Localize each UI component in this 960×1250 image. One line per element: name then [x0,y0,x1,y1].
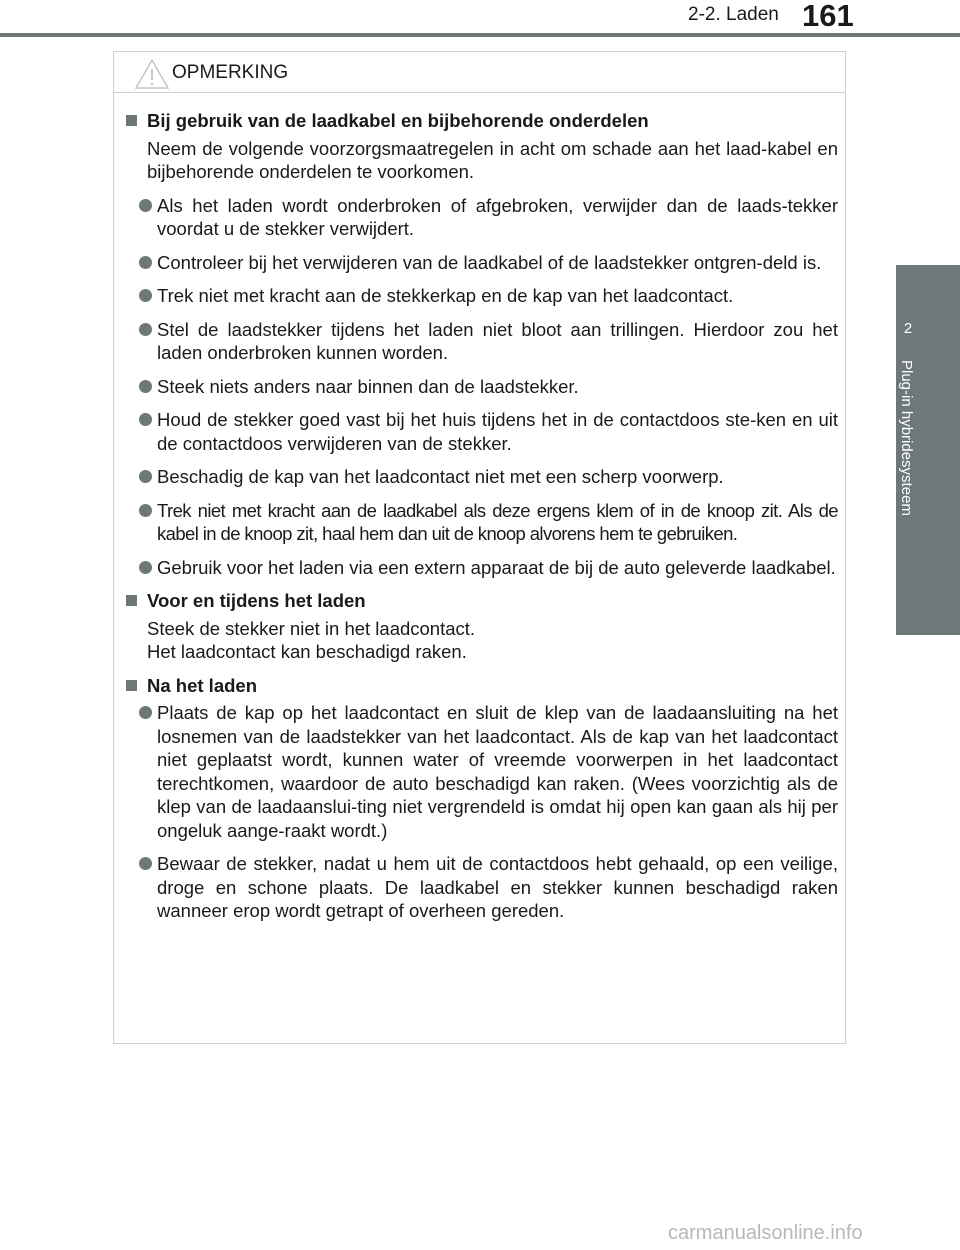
section-intro: Neem de volgende voorzorgsmaatregelen in acht om schade aan het laad-kabel en bijbehorende onderdelen te voorkomen. [147,137,838,182]
circle-bullet-icon [139,323,152,336]
list-item: Trek niet met kracht aan de stekkerkap en de kap van het laadcontact. [124,284,838,308]
section-label: 2-2. Laden [688,4,779,25]
notice-header [114,52,845,93]
circle-bullet-icon [139,289,152,302]
list-item: Beschadig de kap van het laadcontact niet met een scherp voorwerp. [124,465,838,489]
page-number: 161 [802,0,854,33]
notice-box [113,51,846,1044]
chapter-tab-label: Plug-in hybridesysteem [898,360,915,516]
list-item: Gebruik voor het laden via een extern apparaat de bij de auto geleverde laadkabel. [124,556,838,580]
square-bullet-icon [126,680,137,691]
watermark: carmanualsonline.info [668,1222,863,1244]
section-after-charging [124,674,838,923]
notice-content [124,109,838,933]
list-item: Als het laden wordt onderbroken of afgebroken, verwijder dan de laads-tekker voordat u de stekker verwijdert. [124,194,838,241]
circle-bullet-icon [139,706,152,719]
square-bullet-icon [126,115,137,126]
section-text: Steek de stekker niet in het laadcontact. Het laadcontact kan beschadigd raken. [147,617,476,662]
list-item: Trek niet met kracht aan de laadkabel als deze ergens klem of in de knoop zit. Als de kabel in de knoop zit, haal hem dan uit de knoop alvorens hem te gebruiken. [124,499,838,546]
circle-bullet-icon [139,199,152,212]
list-item: Bewaar de stekker, nadat u hem uit de contactdoos hebt gehaald, op een veilige, droge en schone plaats. De laadkabel en stekker kunnen beschadigd raken wanneer erop wordt getrapt of overheen gereden. [124,852,838,923]
list-item: Houd de stekker goed vast bij het huis tijdens het in de contactdoos ste-ken en uit de contactdoos verwijderen van de stekker. [124,408,838,455]
section-heading: Na het laden [124,674,838,698]
section-charging-cable [124,109,838,579]
section-before-during-charging [124,589,838,664]
section-heading: Bij gebruik van de laadkabel en bijbehorende onderdelen [124,109,838,133]
circle-bullet-icon [139,504,152,517]
circle-bullet-icon [139,256,152,269]
circle-bullet-icon [139,561,152,574]
list-item: Controleer bij het verwijderen van de laadkabel of de laadstekker ontgren-deld is. [124,251,838,275]
notice-title: OPMERKING [172,62,289,83]
square-bullet-icon [126,595,137,606]
chapter-tab-number: 2 [903,320,913,337]
list-item: Stel de laadstekker tijdens het laden niet bloot aan trillingen. Hierdoor zou het laden onderbroken kunnen worden. [124,318,838,365]
circle-bullet-icon [139,857,152,870]
circle-bullet-icon [139,380,152,393]
section-heading: Voor en tijdens het laden [124,589,838,613]
circle-bullet-icon [139,413,152,426]
list-item: Plaats de kap op het laadcontact en sluit de klep van de laadaansluiting na het losnemen van de laadstekker van het laadcontact. Als de kap van het laadcontact niet geplaatst wordt, kunnen water of vreemde voorwerpen in het laadcontact terechtkomen, waardoor de auto beschadigd kan raken. (Wees voorzichtig als de klep van de laadaanslui-ting niet vergrendeld is omdat hij open kan gaan als hij per ongeluk aange-raakt wordt.) [124,701,838,842]
warning-triangle-icon [134,58,170,90]
list-item: Steek niets anders naar binnen dan de laadstekker. [124,375,838,399]
circle-bullet-icon [139,470,152,483]
